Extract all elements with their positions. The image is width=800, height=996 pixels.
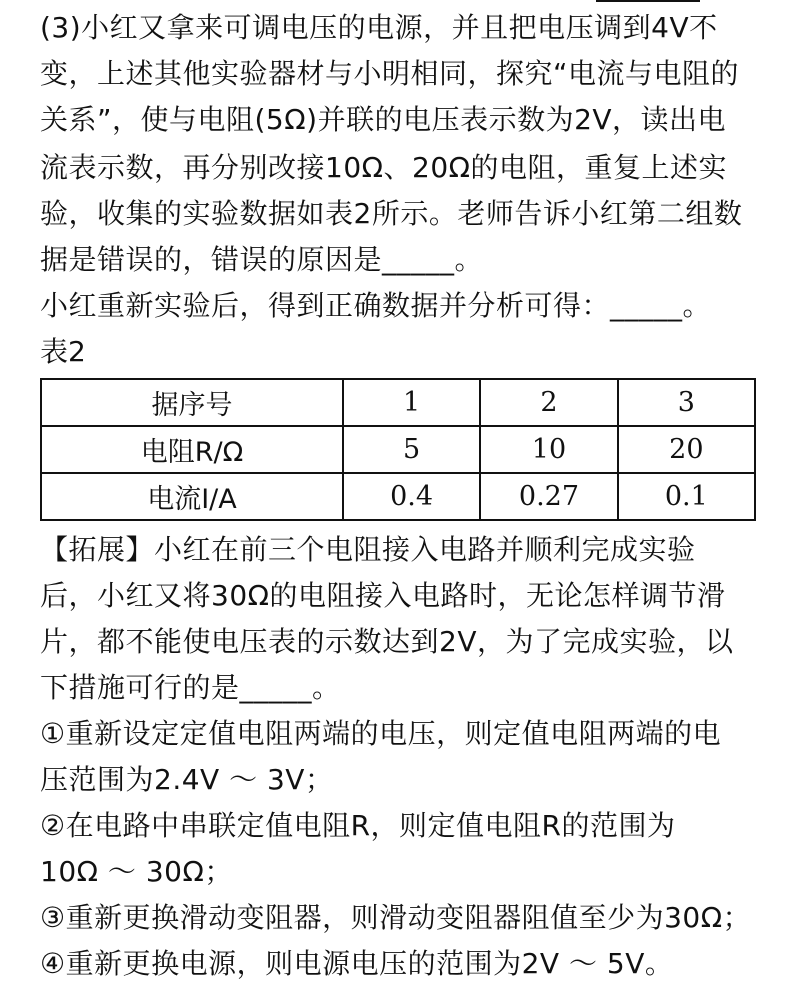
extension-line-6: 压范围为2.4V ～ 3V； [40,763,334,796]
top-rule [596,0,700,2]
question-line-3: 关系”，使与电阻(5Ω)并联的电压表示数为2V，读出电 [40,103,727,136]
question-line-6: 据是错误的，错误的原因是_____。 [40,243,484,276]
table-cell: 20 [618,426,755,473]
question-line-5: 验，收集的实验数据如表2所示。老师告诉小红第二组数 [40,197,743,230]
table-row [41,473,755,520]
table-cell: 1 [343,379,480,426]
table-cell: 电流I/A [41,473,343,520]
question-line-1: (3)小红又拿来可调电压的电源，并且把电压调到4V不 [40,11,718,44]
table-caption: 表2 [40,335,86,368]
extension-line-1: 【拓展】小红在前三个电阻接入电路并顺利完成实验 [40,533,696,566]
table-cell: 据序号 [41,379,343,426]
extension-line-4: 下措施可行的是_____。 [40,671,341,704]
extension-line-8: 10Ω ～ 30Ω； [40,855,233,888]
table-cell: 电阻R/Ω [41,426,343,473]
table-cell: 0.27 [480,473,617,520]
extension-line-3: 片，都不能使电压表的示数达到2V，为了完成实验，以 [40,625,734,658]
table-cell: 0.4 [343,473,480,520]
table-row [41,426,755,473]
question-line-2: 变，上述其他实验器材与小明相同，探究“电流与电阻的 [40,57,740,90]
extension-line-7: ②在电路中串联定值电阻R，则定值电阻R的范围为 [40,809,676,842]
extension-line-10: ④重新更换电源，则电源电压的范围为2V ～ 5V。 [40,947,674,980]
table-cell: 10 [480,426,617,473]
data-table [40,378,756,521]
table-cell: 3 [618,379,755,426]
table-cell: 2 [480,379,617,426]
table-cell: 0.1 [618,473,755,520]
table-cell: 5 [343,426,480,473]
extension-line-2: 后，小红又将30Ω的电阻接入电路时，无论怎样调节滑 [40,579,726,612]
extension-line-9: ③重新更换滑动变阻器，则滑动变阻器阻值至少为30Ω； [40,901,752,934]
extension-line-5: ①重新设定定值电阻两端的电压，则定值电阻两端的电 [40,717,722,750]
question-line-7: 小红重新实验后，得到正确数据并分析可得：_____。 [40,289,712,322]
table-row [41,379,755,426]
question-line-4: 流表示数，再分别改接10Ω、20Ω的电阻，重复上述实 [40,151,728,184]
